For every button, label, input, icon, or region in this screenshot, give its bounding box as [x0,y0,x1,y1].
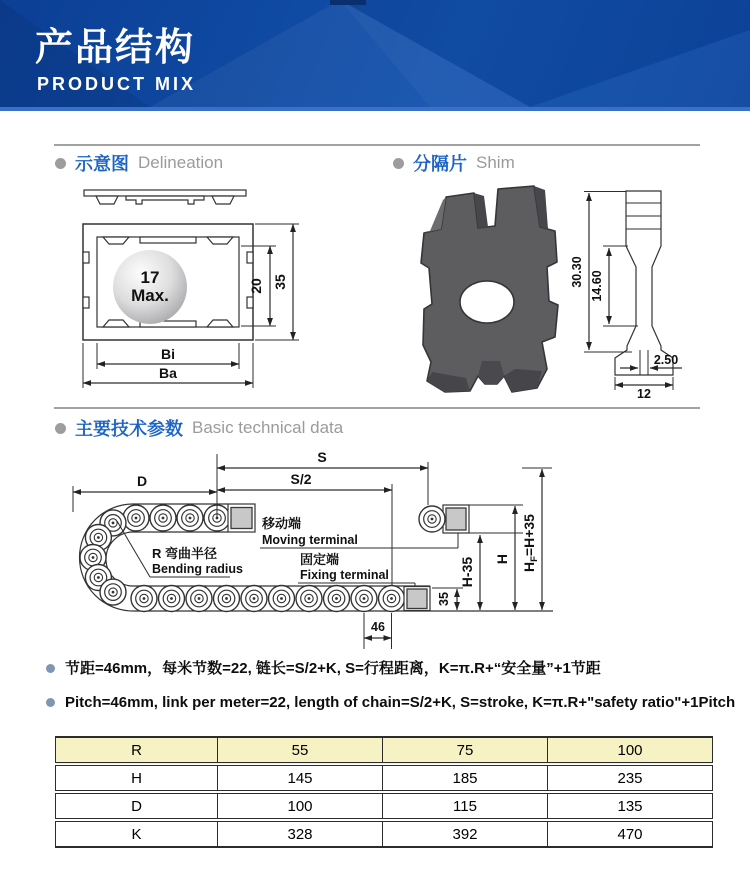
section-header-tech-data [55,416,343,440]
section-header-shim [393,151,515,175]
section-title-zh: 分隔片 [413,154,467,174]
cell-value: 328 [218,820,383,847]
bullet-icon [46,698,55,707]
dim-d-label: D [136,473,148,489]
dim-pitch-label: 46 [371,620,385,634]
row-label: D [56,792,218,820]
header-cell-r: R [56,737,218,764]
inner-height-dim-label: 20 [248,278,264,294]
spec-table-header-row [56,737,713,764]
inner-width-dim-label: Bi [161,346,175,362]
shim-base-width-label: 12 [637,387,651,400]
outer-width-dim-label: Ba [159,365,177,381]
outer-height-dim-label: 35 [272,274,288,290]
dim-35-label: 35 [437,592,451,606]
bullet-icon [393,158,404,169]
moving-terminal-extended-block [419,505,523,533]
table-row-d [56,792,713,820]
section-title-en: Delineation [138,153,224,172]
header-cell-100: 100 [548,737,713,764]
bullet-icon [55,158,66,169]
shim-thickness-label: 2.50 [653,353,679,367]
shim-3d-drawing [405,179,577,397]
table-row-k [56,820,713,847]
table-row-h [56,764,713,792]
crossbar-lid-shape [84,190,246,204]
row-label: K [131,825,142,843]
bending-radius-label-zh: R 弯曲半径 [152,546,218,561]
shim-profile-drawing [565,179,695,400]
bullet-icon [46,664,55,673]
section-title-zh: 主要技术参数 [75,419,183,439]
fixing-terminal-label-zh: 固定端 [300,552,340,567]
moving-terminal-label-zh: 移动端 [262,516,302,531]
shim-mid-height-label: 14.60 [590,270,604,302]
sphere-max-label: Max. [131,286,169,305]
delineation-drawing [52,179,310,396]
cell-value: 115 [383,792,548,820]
section-title-en: Shim [476,153,515,172]
page-subtitle: PRODUCT MIX [37,74,196,94]
fixing-terminal-label-en: Fixing terminal [300,568,389,582]
dim-h-label: H [494,553,510,565]
divider-top [54,144,700,146]
dim-hf-label: $H_F=H+35$ [521,514,540,572]
header-cell-55: 55 [218,737,383,764]
sphere-diameter-label: 17 [140,268,160,287]
cell-value: 185 [383,764,548,792]
bending-radius-label-en: Bending radius [152,562,243,576]
dim-s-label: S [317,449,327,465]
dim-h35-label: H-35 [459,556,475,588]
row-label: H [56,764,218,792]
section-title-zh: 示意图 [75,154,129,174]
page-title: 产品结构 [35,27,196,69]
header-cell-75: 75 [383,737,548,764]
note-pitch-formula-en: Pitch=46mm, link per meter=22, length of chain=S/2+K, S=stroke, K=π.R+"safety ratio"+1Pitch [46,693,746,712]
dim-s2-label: S/2 [290,471,312,487]
section-title-en: Basic technical data [192,418,344,437]
cell-value: 145 [218,764,383,792]
cell-value: 470 [548,820,713,847]
page-banner [0,0,750,111]
cell-value: 392 [383,820,548,847]
divider-middle [54,407,700,409]
moving-terminal-label-en: Moving terminal [262,533,358,547]
moving-terminal-block [228,504,255,532]
cell-value: 235 [548,764,713,792]
fixing-terminal-block [404,587,430,611]
cell-value: 135 [548,792,713,820]
chain-diagram [55,438,715,656]
spec-table [55,736,713,848]
shim-profile-outline [615,191,673,375]
note-pitch-formula-zh: 节距=46mm，每米节数=22, 链长=S/2+K, S=行程距离，K=π.R+“安全量”+1节距 [46,659,746,678]
section-header-delineation [55,151,223,175]
bullet-icon [55,423,66,434]
shim-total-height-label: 30.30 [570,256,584,288]
cell-value: 100 [218,792,383,820]
